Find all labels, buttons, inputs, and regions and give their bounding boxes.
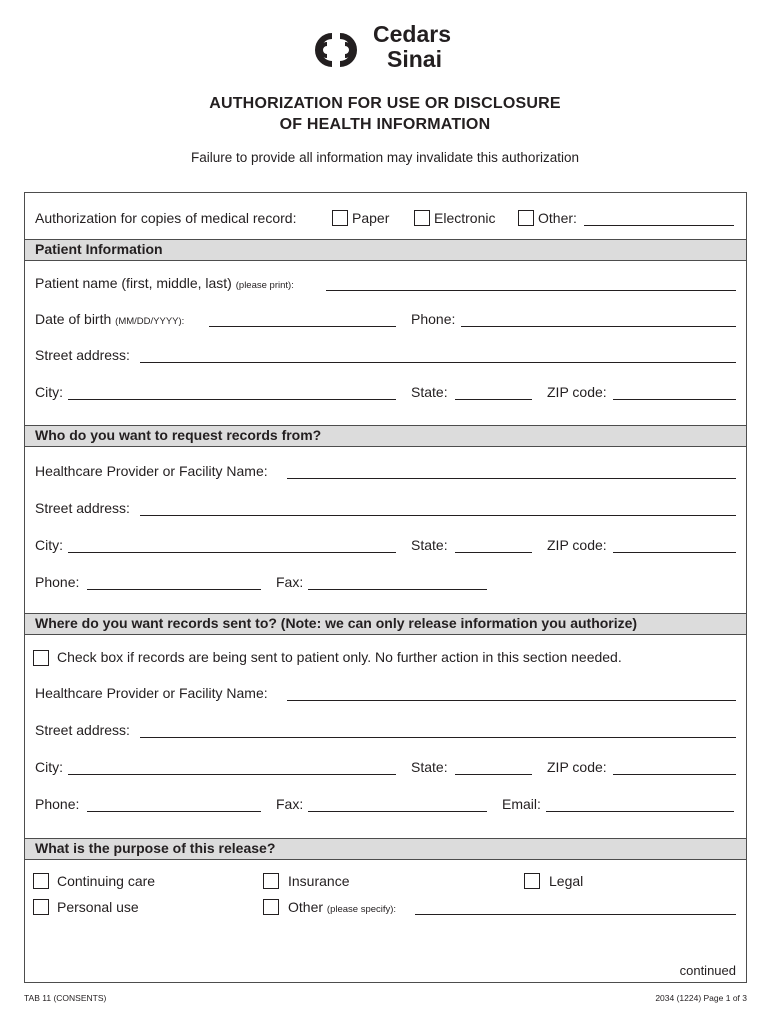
patient-street-field[interactable]: [140, 347, 736, 363]
request-from-heading: Who do you want to request records from?: [25, 425, 746, 447]
patient-city-label: City:: [35, 384, 63, 400]
to-street-field[interactable]: [140, 722, 736, 738]
patient-only-row: [25, 646, 746, 668]
to-provider-field[interactable]: [287, 685, 736, 701]
legal-checkbox[interactable]: [524, 873, 540, 889]
from-street-field[interactable]: [140, 500, 736, 516]
paper-checkbox[interactable]: [332, 210, 348, 226]
footer-page-number: 2034 (1224) Page 1 of 3: [655, 993, 747, 1003]
send-to-heading: Where do you want records sent to? (Note: we can only release information you authorize): [25, 613, 746, 635]
purpose-other-checkbox[interactable]: [263, 899, 279, 915]
brand-line-2: Sinai: [387, 46, 442, 72]
patient-info-heading: Patient Information: [25, 239, 746, 261]
to-zip-field[interactable]: [613, 759, 736, 775]
electronic-label: Electronic: [434, 210, 496, 226]
patient-street-label: Street address:: [35, 347, 130, 363]
patient-name-hint: (please print):: [235, 280, 294, 291]
other-copies-field[interactable]: [584, 210, 734, 226]
dob-hint: (MM/DD/YYYY):: [115, 316, 185, 327]
patient-city-field[interactable]: [68, 384, 396, 400]
from-phone-row: [25, 571, 746, 593]
dob-label-text: Date of birth: [35, 311, 112, 327]
document-subtitle: Failure to provide all information may invalidate this authorization: [191, 150, 579, 165]
continuing-care-checkbox[interactable]: [33, 873, 49, 889]
from-phone-field[interactable]: [87, 574, 261, 590]
to-state-label: State:: [411, 759, 448, 775]
to-phone-label: Phone:: [35, 796, 80, 812]
footer-form-tab: TAB 11 (CONSENTS): [24, 993, 107, 1003]
insurance-checkbox[interactable]: [263, 873, 279, 889]
patient-phone-field[interactable]: [461, 311, 736, 327]
to-city-label: City:: [35, 759, 63, 775]
title-line-2: OF HEALTH INFORMATION: [279, 116, 491, 133]
authorization-form: [24, 192, 747, 983]
to-city-field[interactable]: [68, 759, 396, 775]
other-checkbox[interactable]: [518, 210, 534, 226]
from-zip-label: ZIP code:: [547, 537, 607, 553]
patient-name-field[interactable]: [326, 275, 736, 291]
to-city-row: [25, 756, 746, 778]
electronic-checkbox[interactable]: [414, 210, 430, 226]
patient-only-checkbox[interactable]: [33, 650, 49, 666]
to-fax-field[interactable]: [308, 796, 487, 812]
copies-label: Authorization for copies of medical record:: [35, 210, 297, 226]
from-state-label: State:: [411, 537, 448, 553]
personal-use-label: Personal use: [57, 899, 139, 915]
paper-label: Paper: [352, 210, 390, 226]
dob-label: [35, 308, 184, 333]
dob-row: [25, 308, 746, 330]
purpose-row-2: [25, 896, 746, 918]
from-fax-field[interactable]: [308, 574, 487, 590]
patient-name-label-text: Patient name (first, middle, last): [35, 275, 232, 291]
from-street-row: [25, 497, 746, 519]
personal-use-checkbox[interactable]: [33, 899, 49, 915]
to-phone-row: [25, 793, 746, 815]
from-provider-label: Healthcare Provider or Facility Name:: [35, 463, 268, 479]
purpose-other-label: [288, 896, 396, 921]
patient-only-label: Check box if records are being sent to patient only. No further action in this section needed.: [57, 649, 622, 665]
document-title: [0, 93, 770, 135]
patient-state-label: State:: [411, 384, 448, 400]
purpose-other-label-text: Other: [288, 899, 324, 915]
from-zip-field[interactable]: [613, 537, 736, 553]
to-street-row: [25, 719, 746, 741]
patient-zip-label: ZIP code:: [547, 384, 607, 400]
patient-city-row: [25, 381, 746, 403]
insurance-label: Insurance: [288, 873, 350, 889]
from-street-label: Street address:: [35, 500, 130, 516]
to-phone-field[interactable]: [87, 796, 261, 812]
legal-label: Legal: [549, 873, 584, 889]
patient-name-row: [25, 272, 746, 294]
patient-phone-label: Phone:: [411, 311, 456, 327]
to-zip-label: ZIP code:: [547, 759, 607, 775]
purpose-other-field[interactable]: [415, 899, 736, 915]
from-city-field[interactable]: [68, 537, 396, 553]
purpose-other-hint: (please specify):: [326, 904, 397, 915]
to-email-field[interactable]: [546, 796, 734, 812]
continued-note: continued: [679, 963, 736, 978]
purpose-heading: What is the purpose of this release?: [25, 838, 746, 860]
cedars-sinai-logo: [305, 22, 475, 78]
from-phone-label: Phone:: [35, 574, 80, 590]
patient-name-label: [35, 272, 294, 297]
to-fax-label: Fax:: [276, 796, 304, 812]
patient-zip-field[interactable]: [613, 384, 736, 400]
patient-state-field[interactable]: [455, 384, 532, 400]
title-line-1: AUTHORIZATION FOR USE OR DISCLOSURE: [209, 95, 561, 112]
from-state-field[interactable]: [455, 537, 532, 553]
patient-street-row: [25, 344, 746, 366]
to-street-label: Street address:: [35, 722, 130, 738]
other-label: Other:: [538, 210, 577, 226]
from-city-label: City:: [35, 537, 63, 553]
from-city-row: [25, 534, 746, 556]
logo-mark-icon: [305, 24, 367, 76]
to-email-label: Email:: [502, 796, 541, 812]
from-provider-row: [25, 460, 746, 482]
to-provider-row: [25, 682, 746, 704]
to-provider-label: Healthcare Provider or Facility Name:: [35, 685, 268, 701]
purpose-row-1: [25, 870, 746, 892]
continuing-care-label: Continuing care: [57, 873, 156, 889]
copies-row: [25, 207, 746, 229]
from-provider-field[interactable]: [287, 463, 736, 479]
dob-field[interactable]: [209, 311, 396, 327]
from-fax-label: Fax:: [276, 574, 304, 590]
to-state-field[interactable]: [455, 759, 532, 775]
brand-line-1: Cedars: [373, 21, 451, 47]
